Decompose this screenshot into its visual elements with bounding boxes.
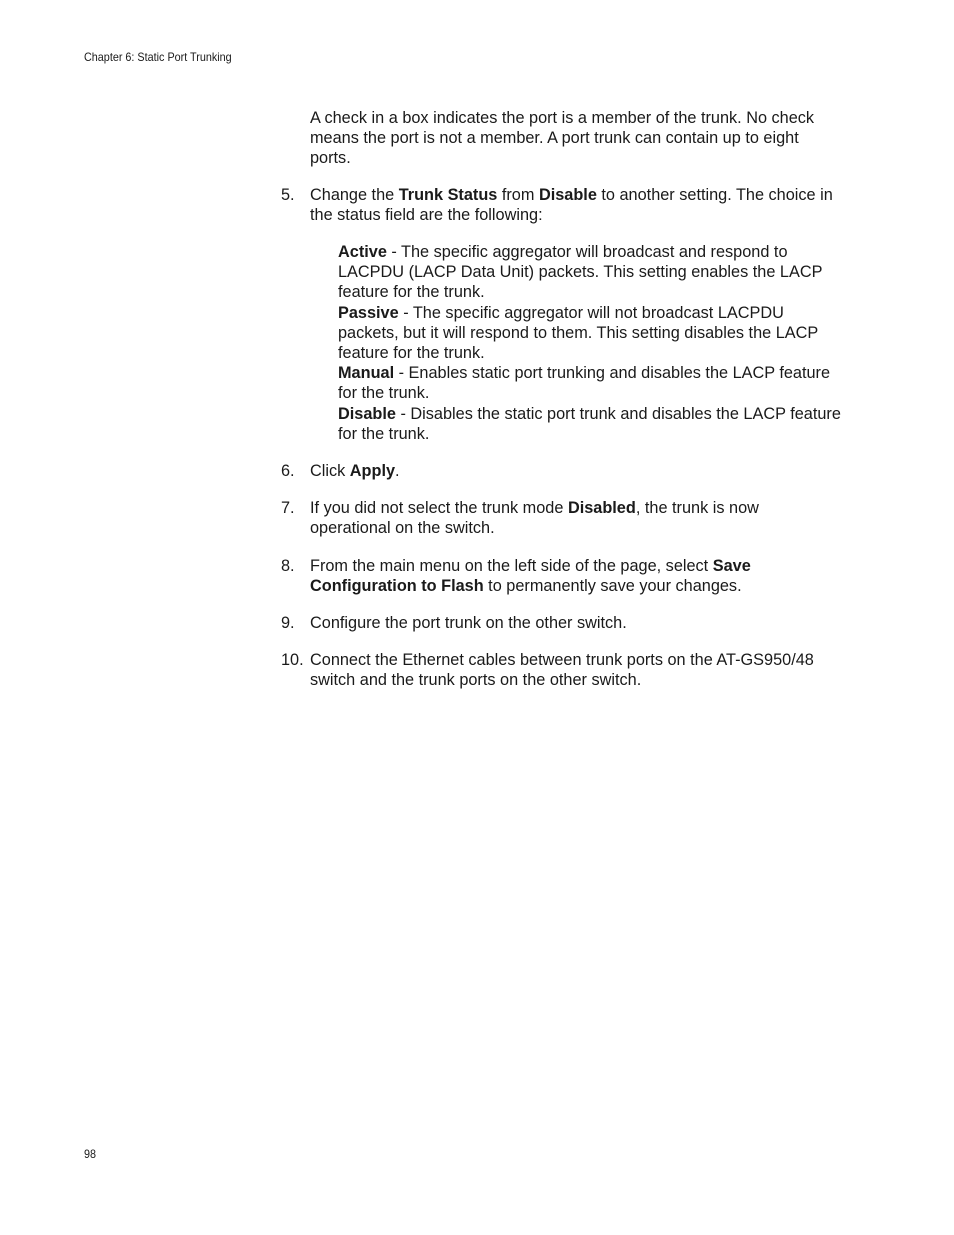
step-body	[310, 650, 841, 690]
option-name: Manual	[338, 364, 395, 383]
step-text: Configure the port trunk on the other switch.	[310, 614, 627, 633]
option-name: Active	[338, 243, 387, 262]
status-options-list	[338, 242, 841, 444]
step-number: 8.	[281, 556, 295, 575]
step-9	[281, 613, 841, 633]
step-body	[310, 185, 841, 444]
page-number: 98	[84, 1147, 97, 1161]
step-body	[310, 613, 841, 633]
step-5	[281, 185, 841, 444]
step-number: 10.	[281, 651, 304, 670]
option-disable	[338, 404, 841, 444]
step-text: Change the Trunk Status from Disable to another setting. The choice in the status field are the following:	[310, 185, 833, 224]
step-body	[310, 461, 841, 481]
disable-term: Disable	[538, 185, 597, 204]
save-configuration-term: Save Configuration to Flash	[310, 556, 751, 595]
step-text: If you did not select the trunk mode Disabled, the trunk is now operational on the switch.	[310, 499, 759, 538]
step-text: Click Apply.	[310, 462, 400, 481]
option-description: - The specific aggregator will broadcast and respond to LACPDU (LACP Data Unit) packets. This setting enables the LACP feature for the trunk.	[338, 243, 823, 302]
step-text: Connect the Ethernet cables between trunk ports on the AT-GS950/48 switch and the trunk ports on the other switch.	[310, 651, 814, 690]
step-text: From the main menu on the left side of the page, select Save Configuration to Flash to permanently save your changes.	[310, 556, 751, 595]
disabled-term: Disabled	[567, 499, 636, 518]
step-10	[281, 650, 841, 690]
step-body	[310, 498, 841, 538]
option-active	[338, 242, 841, 303]
option-manual	[338, 363, 841, 403]
step-6	[281, 461, 841, 481]
option-description: - Enables static port trunking and disables the LACP feature for the trunk.	[338, 364, 831, 403]
intro-paragraph: A check in a box indicates the port is a member of the trunk. No check means the port is not a member. A port trunk can contain up to eight ports.	[310, 109, 815, 168]
step-number: 5.	[281, 185, 295, 204]
step-8	[281, 556, 841, 596]
step-number: 9.	[281, 614, 295, 633]
option-description: - Disables the static port trunk and disables the LACP feature for the trunk.	[338, 404, 841, 443]
option-description: - The specific aggregator will not broadcast LACPDU packets, but it will respond to them. This setting disables the LACP feature for the trunk.	[338, 303, 818, 363]
option-name: Passive	[338, 303, 399, 322]
trunk-status-term: Trunk Status	[398, 185, 498, 204]
apply-term: Apply	[349, 462, 396, 481]
running-head: Chapter 6: Static Port Trunking	[84, 50, 232, 64]
step-number: 7.	[281, 499, 295, 518]
step-7	[281, 498, 841, 538]
option-passive	[338, 303, 841, 364]
page-body	[281, 108, 841, 708]
step-body	[310, 556, 841, 596]
step-number: 6.	[281, 462, 295, 481]
option-name: Disable	[338, 404, 396, 423]
